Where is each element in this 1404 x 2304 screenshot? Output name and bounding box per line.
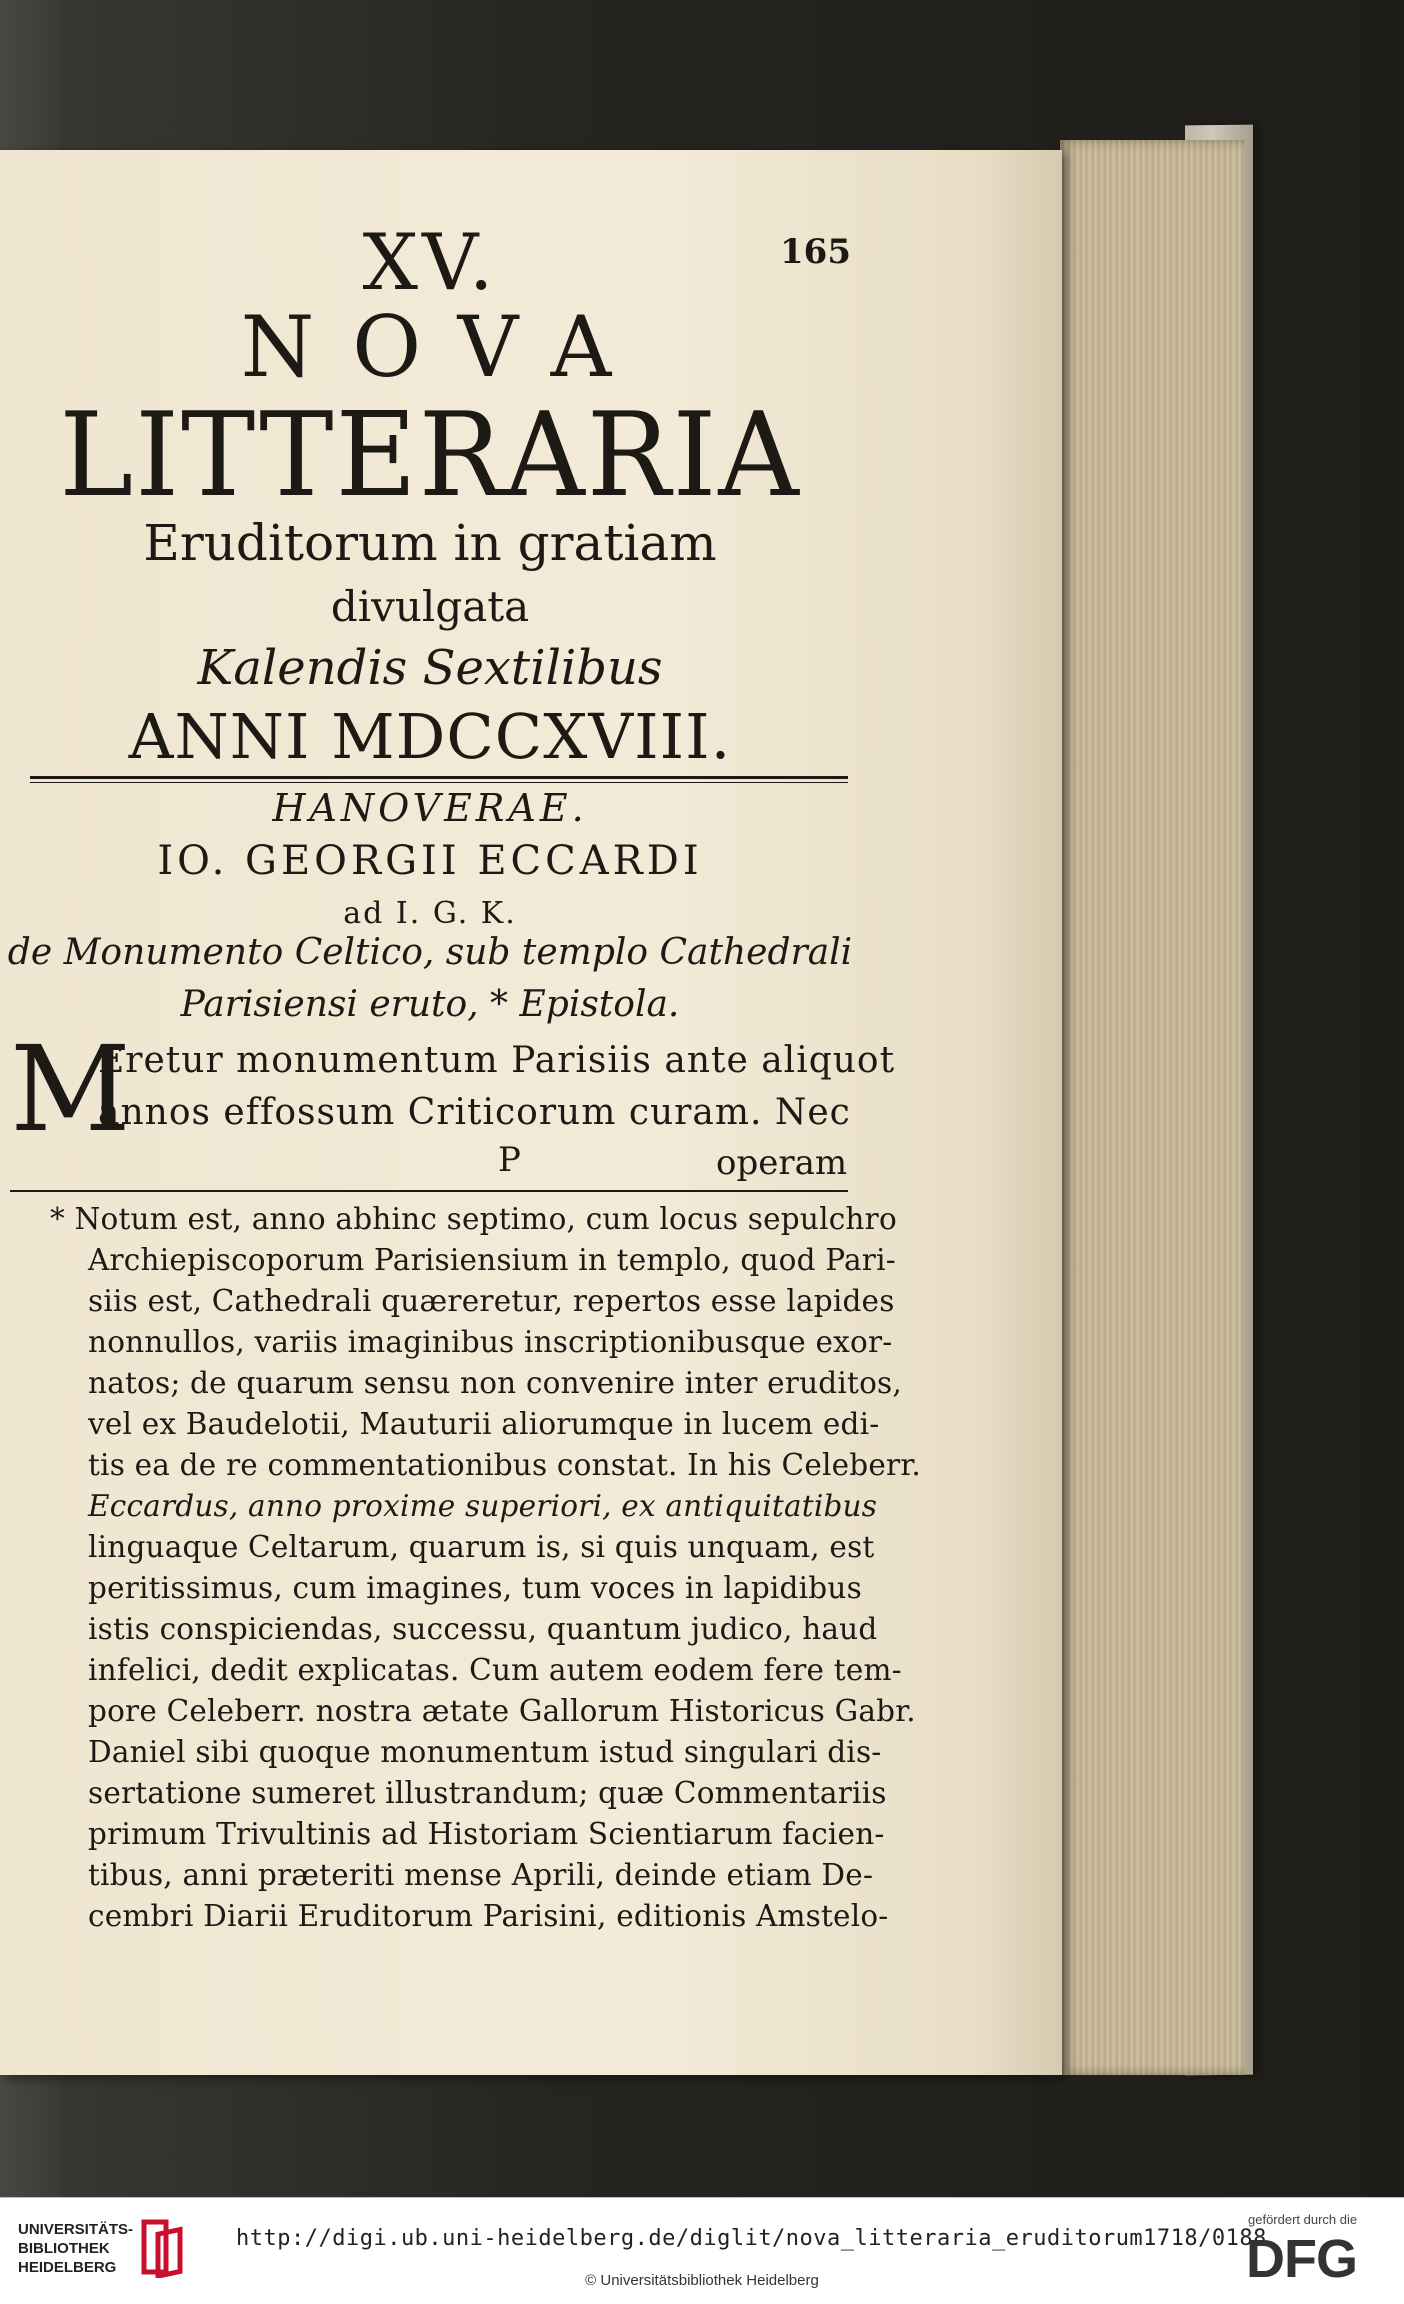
footnote-line: tibus, anni præteriti mense Aprili, deinde etiam De-	[88, 1858, 874, 1892]
title-line-2: LITTERARIA	[59, 388, 801, 523]
chapter-number: XV.	[362, 218, 498, 308]
footnote-line: vel ex Baudelotii, Mauturii aliorumque in lucem edi-	[88, 1407, 880, 1441]
library-logo-icon[interactable]	[140, 2216, 188, 2278]
page-block-edge	[1060, 140, 1245, 2075]
viewer-footer	[0, 2197, 1404, 2304]
catchword: operam	[716, 1143, 848, 1183]
logo-line: HEIDELBERG	[18, 2259, 117, 2276]
page-number: 165	[780, 232, 851, 272]
title-rule-thin	[30, 782, 848, 783]
copyright-notice: © Universitätsbibliothek Heidelberg	[585, 2272, 819, 2289]
body-line-1: Eretur monumentum Parisiis ante aliquot	[98, 1040, 896, 1081]
dfg-logo[interactable]: DFG	[1246, 2229, 1357, 2289]
book-page	[0, 150, 1062, 2075]
footnote-line: tis ea de re commentationibus constat. In his Celeberr.	[88, 1448, 921, 1482]
footnote-line: * Notum est, anno abhinc septimo, cum locus sepulchro	[50, 1202, 897, 1236]
footnote-line: sertatione sumeret illustrandum; quæ Commentariis	[88, 1776, 887, 1810]
footnote-rule	[10, 1190, 848, 1192]
subtitle-line-2: divulgata	[330, 582, 530, 631]
subtitle-line-1: Eruditorum in gratiam	[143, 514, 717, 572]
year-line: ANNI MDCCXVIII.	[128, 700, 732, 773]
addressee-line: ad I. G. K.	[343, 896, 517, 931]
permalink-url[interactable]: http://digi.ub.uni-heidelberg.de/diglit/nova_litteraria_eruditorum1718/0188	[236, 2226, 1267, 2251]
place-heading: HANOVERAE.	[272, 786, 588, 830]
footnote-line: nonnullos, variis imaginibus inscriptionibusque exor-	[88, 1325, 893, 1359]
logo-line: UNIVERSITÄTS-	[18, 2221, 134, 2238]
signature-mark: P	[498, 1140, 521, 1180]
funder-caption: gefördert durch die	[1248, 2212, 1358, 2227]
author-heading: IO. GEORGII ECCARDI	[157, 838, 703, 884]
library-logo-text[interactable]	[18, 2220, 133, 2277]
date-line: Kalendis Sextilibus	[197, 640, 663, 696]
footnote-line: siis est, Cathedrali quæreretur, repertos esse lapides	[88, 1284, 895, 1318]
title-rule	[30, 776, 848, 779]
body-line-2: annos effossum Criticorum curam. Nec	[98, 1092, 851, 1133]
title-line-1: NOVA	[240, 298, 650, 396]
footnote-line: peritissimus, cum imagines, tum voces in lapidibus	[88, 1571, 862, 1605]
footnote-line: Daniel sibi quoque monumentum istud singulari dis-	[88, 1735, 882, 1769]
footnote-line: istis conspiciendas, successu, quantum judico, haud	[88, 1612, 878, 1646]
footnote-line: linguaque Celtarum, quarum is, si quis unquam, est	[88, 1530, 875, 1564]
drop-cap: M	[10, 1020, 131, 1158]
topic-line-1: de Monumento Celtico, sub templo Cathedrali	[7, 932, 853, 973]
logo-line: BIBLIOTHEK	[18, 2240, 110, 2257]
topic-line-2: Parisiensi eruto, * Epistola.	[180, 984, 680, 1025]
page-content	[0, 150, 921, 2075]
footnote-line: Eccardus, anno proxime superiori, ex antiquitatibus	[88, 1489, 878, 1523]
footnote-line: cembri Diarii Eruditorum Parisini, editionis Amstelo-	[88, 1899, 889, 1933]
footnote-line: Archiepiscoporum Parisiensium in templo, quod Pari-	[88, 1243, 896, 1277]
footnote-line: infelici, dedit explicatas. Cum autem eodem fere tem-	[88, 1653, 902, 1687]
footnote-line: primum Trivultinis ad Historiam Scientiarum facien-	[88, 1817, 885, 1851]
footnote-line: pore Celeberr. nostra ætate Gallorum Historicus Gabr.	[88, 1694, 916, 1728]
footnote-line: natos; de quarum sensu non convenire inter eruditos,	[88, 1366, 902, 1400]
